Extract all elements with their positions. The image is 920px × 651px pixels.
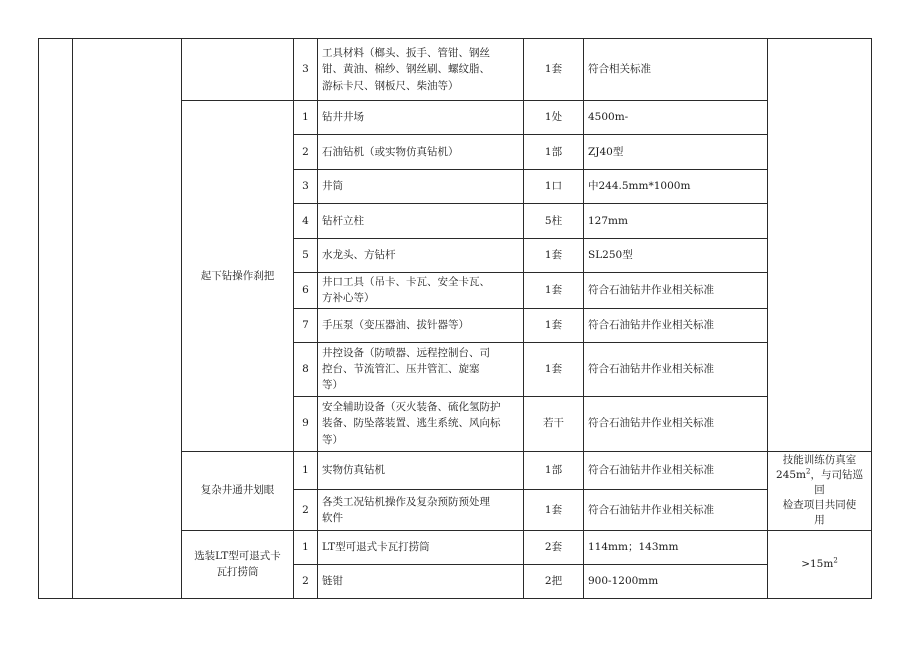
item-standard: 符合石油钻井作业相关标准 xyxy=(584,342,768,396)
item-name: 手压泵（变压器油、拔针器等） xyxy=(318,308,524,342)
item-name: LT型可退式卡瓦打捞筒 xyxy=(318,530,524,564)
item-standard: SL250型 xyxy=(584,239,768,273)
blank-column-b xyxy=(73,39,182,599)
item-standard: 114mm；143mm xyxy=(584,530,768,564)
item-standard: 4500m- xyxy=(584,101,768,135)
group-label-tripping: 起下钻操作刹把 xyxy=(182,101,294,452)
row-number: 6 xyxy=(294,273,318,309)
item-name: 石油钻机（或实物仿真钻机） xyxy=(318,135,524,170)
item-standard: 符合相关标准 xyxy=(584,39,768,101)
item-name: 钻杆立柱 xyxy=(318,204,524,239)
item-name: 井控设备（防喷器、远程控制台、司 控台、节流管汇、压井管汇、旋塞 等） xyxy=(318,342,524,396)
note-cell-empty xyxy=(768,39,872,452)
row-number: 4 xyxy=(294,204,318,239)
item-standard: 符合石油钻井作业相关标准 xyxy=(584,273,768,309)
row-number: 7 xyxy=(294,308,318,342)
item-standard: 符合石油钻井作业相关标准 xyxy=(584,490,768,530)
row-number: 3 xyxy=(294,39,318,101)
row-number: 1 xyxy=(294,530,318,564)
item-quantity: 1套 xyxy=(524,308,584,342)
item-standard: 符合石油钻井作业相关标准 xyxy=(584,451,768,490)
item-quantity: 1套 xyxy=(524,39,584,101)
item-standard: 中244.5mm*1000m xyxy=(584,170,768,204)
item-name: 实物仿真钻机 xyxy=(318,451,524,490)
note-training-room: 技能训练仿真室 $245m^2$，与司钻巡回 检查项目共同使 用 xyxy=(768,451,872,530)
row-number: 9 xyxy=(294,396,318,451)
note-area: $>15m^2$ xyxy=(768,530,872,598)
item-standard: 900-1200mm xyxy=(584,564,768,598)
row-number: 1 xyxy=(294,451,318,490)
item-quantity: 1套 xyxy=(524,239,584,273)
row-number: 5 xyxy=(294,239,318,273)
item-name: 钻井井场 xyxy=(318,101,524,135)
item-quantity: 1套 xyxy=(524,490,584,530)
item-name: 井筒 xyxy=(318,170,524,204)
item-standard: 符合石油钻井作业相关标准 xyxy=(584,396,768,451)
row-number: 2 xyxy=(294,564,318,598)
item-quantity: 1套 xyxy=(524,342,584,396)
item-quantity: 1部 xyxy=(524,451,584,490)
table-row xyxy=(39,39,872,101)
row-number: 2 xyxy=(294,490,318,530)
group-label-overshot: 选装LT型可退式卡 瓦打捞筒 xyxy=(182,530,294,598)
group-cell-empty xyxy=(182,39,294,101)
item-quantity: 1部 xyxy=(524,135,584,170)
item-name: 工具材料（榔头、扳手、管钳、钢丝 钳、黄油、棉纱、钢丝刷、螺纹脂、 游标卡尺、钢板尺、柴油等） xyxy=(318,39,524,101)
item-quantity: 1处 xyxy=(524,101,584,135)
item-quantity: 1口 xyxy=(524,170,584,204)
item-quantity: 2套 xyxy=(524,530,584,564)
item-quantity: 1套 xyxy=(524,273,584,309)
item-standard: ZJ40型 xyxy=(584,135,768,170)
item-quantity: 5柱 xyxy=(524,204,584,239)
item-name: 水龙头、方钻杆 xyxy=(318,239,524,273)
row-number: 3 xyxy=(294,170,318,204)
item-name: 各类工况钻机操作及复杂预防预处理 软件 xyxy=(318,490,524,530)
row-number: 8 xyxy=(294,342,318,396)
item-quantity: 若干 xyxy=(524,396,584,451)
equipment-table xyxy=(38,38,872,599)
row-number: 1 xyxy=(294,101,318,135)
item-name: 链钳 xyxy=(318,564,524,598)
item-standard: 符合石油钻井作业相关标准 xyxy=(584,308,768,342)
group-label-complex-well: 复杂井通井划眼 xyxy=(182,451,294,530)
item-name: 安全辅助设备（灭火装备、硫化氢防护 装备、防坠落装置、逃生系统、风向标 等） xyxy=(318,396,524,451)
blank-column-a xyxy=(39,39,73,599)
item-name: 井口工具（吊卡、卡瓦、安全卡瓦、 方补心等） xyxy=(318,273,524,309)
item-standard: 127mm xyxy=(584,204,768,239)
item-quantity: 2把 xyxy=(524,564,584,598)
row-number: 2 xyxy=(294,135,318,170)
